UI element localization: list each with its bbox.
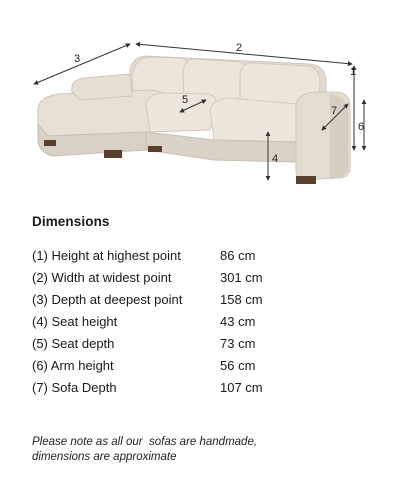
marker-7: 7 bbox=[331, 105, 338, 117]
sofa-illustration bbox=[0, 0, 400, 200]
sofa-leg bbox=[104, 150, 122, 158]
dimension-label: (2) Width at widest point bbox=[32, 269, 172, 285]
dimension-label: (6) Arm height bbox=[32, 357, 114, 373]
marker-6: 6 bbox=[358, 121, 365, 133]
note-line: dimensions are approximate bbox=[32, 451, 177, 463]
marker-3: 3 bbox=[74, 53, 81, 65]
dimension-row bbox=[32, 354, 292, 376]
dimension-row bbox=[32, 288, 292, 310]
note-line: Please note as all our sofas are handmade, bbox=[32, 436, 258, 448]
handmade-note bbox=[32, 435, 372, 465]
dimension-value: 43 cm bbox=[220, 313, 256, 329]
dimension-row bbox=[32, 244, 292, 266]
dimension-value: 107 cm bbox=[220, 379, 263, 395]
dimension-value: 301 cm bbox=[220, 269, 263, 285]
sofa-leg bbox=[44, 140, 56, 146]
marker-1: 1 bbox=[350, 66, 357, 78]
marker-5: 5 bbox=[182, 94, 189, 106]
dimension-value: 73 cm bbox=[220, 335, 256, 351]
sofa-leg bbox=[296, 176, 316, 184]
dimension-row bbox=[32, 310, 292, 332]
dimension-row bbox=[32, 376, 292, 398]
dimension-label: (7) Sofa Depth bbox=[32, 379, 117, 395]
sofa-leg bbox=[148, 146, 162, 152]
dimension-row bbox=[32, 332, 292, 354]
dimension-label: (1) Height at highest point bbox=[32, 247, 181, 263]
sofa-shape bbox=[38, 56, 350, 184]
dimension-value: 56 cm bbox=[220, 357, 256, 373]
marker-4: 4 bbox=[272, 153, 279, 165]
dimension-value: 158 cm bbox=[220, 291, 263, 307]
dimension-value: 86 cm bbox=[220, 247, 256, 263]
marker-2: 2 bbox=[236, 42, 243, 54]
sofa-diagram bbox=[0, 0, 400, 200]
dimension-label: (4) Seat height bbox=[32, 313, 118, 329]
dimension-label: (5) Seat depth bbox=[32, 335, 115, 351]
dimensions-heading: Dimensions bbox=[32, 214, 110, 229]
dimension-row bbox=[32, 266, 292, 288]
dimensions-list bbox=[32, 244, 292, 398]
dimension-label: (3) Depth at deepest point bbox=[32, 291, 183, 307]
